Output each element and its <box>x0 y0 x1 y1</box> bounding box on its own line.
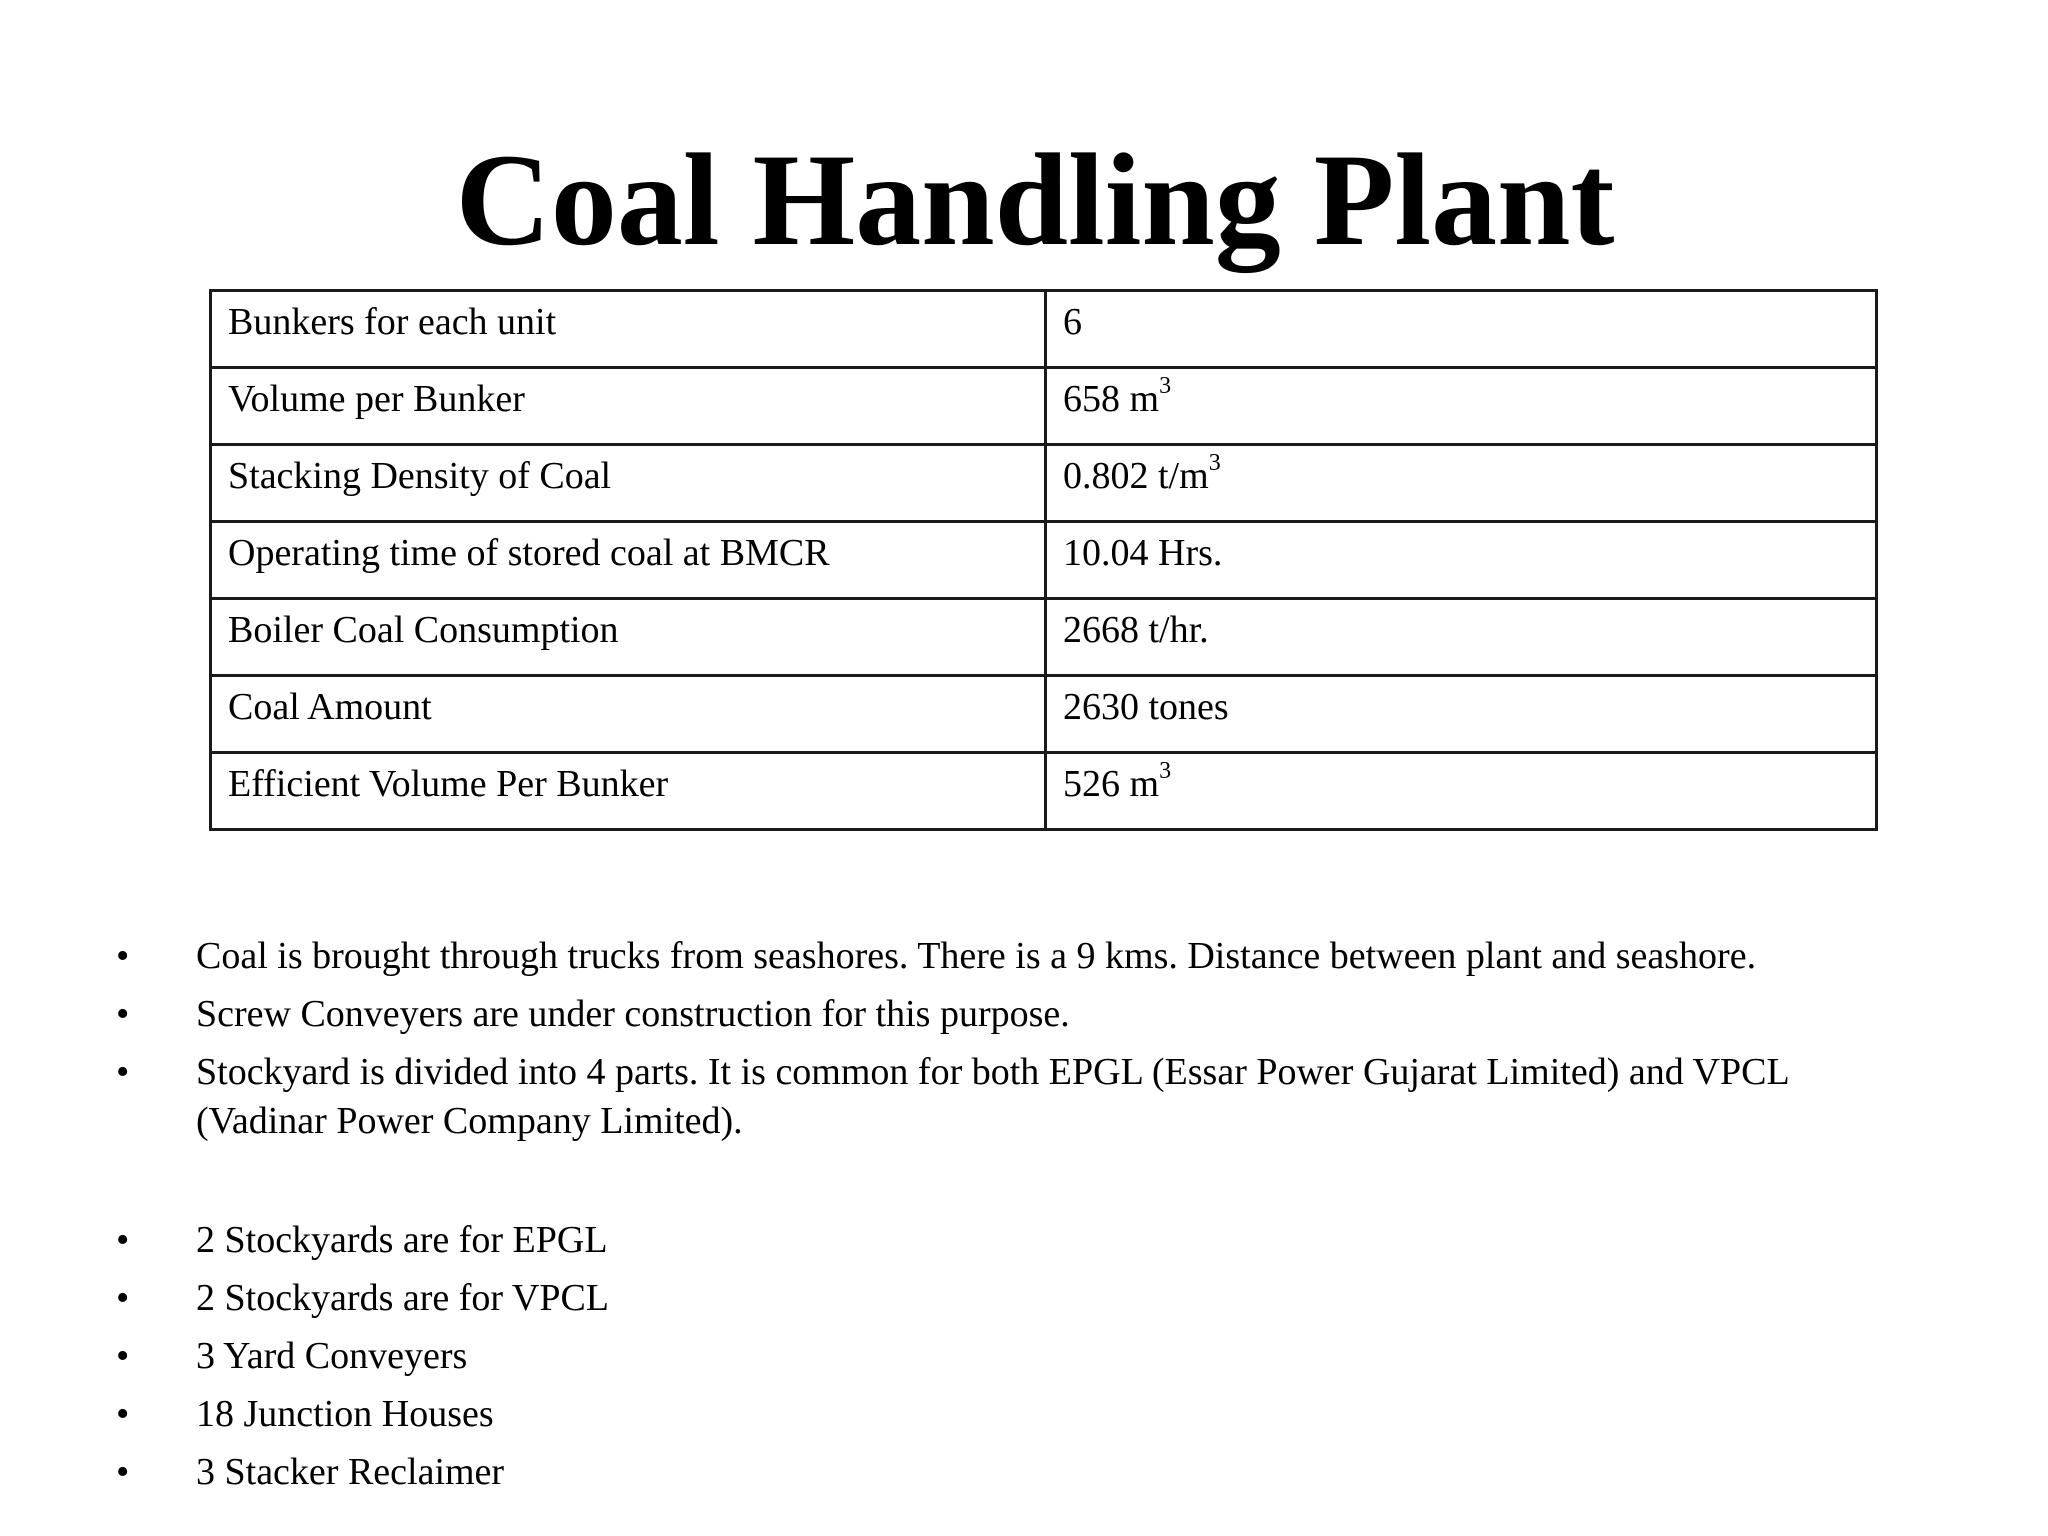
table-cell-label: Efficient Volume Per Bunker <box>211 753 1046 830</box>
table-cell-value <box>1046 522 1877 599</box>
table-row <box>211 368 1877 445</box>
table-cell-label: Coal Amount <box>211 676 1046 753</box>
list-item <box>116 1390 1916 1439</box>
table-cell-value <box>1046 445 1877 522</box>
list-item <box>116 1448 1916 1497</box>
list-item <box>116 932 1916 981</box>
list-item <box>116 1274 1916 1323</box>
superscript: 3 <box>1208 450 1221 477</box>
list-item <box>116 1332 1916 1381</box>
table-cell-label: Bunkers for each unit <box>211 291 1046 368</box>
list-item-text: 2 Stockyards are for VPCL <box>196 1277 610 1319</box>
bullet-marker: • <box>116 993 130 1035</box>
list-item <box>116 990 1916 1039</box>
list-item <box>116 1048 1916 1146</box>
table-cell-value <box>1046 676 1877 753</box>
value-text: 10.04 Hrs. <box>1063 532 1223 574</box>
superscript: 3 <box>1159 373 1172 400</box>
table-cell-value <box>1046 291 1877 368</box>
list-item-text: 18 Junction Houses <box>196 1393 494 1435</box>
bullet-marker: • <box>116 1335 130 1377</box>
value-text: 526 m <box>1063 763 1160 805</box>
table-cell-value <box>1046 599 1877 676</box>
bullet-marker: • <box>116 1051 130 1093</box>
table-cell-label: Boiler Coal Consumption <box>211 599 1046 676</box>
specification-table <box>209 289 1878 831</box>
table-row <box>211 753 1877 830</box>
list-item <box>116 1216 1916 1265</box>
table-row <box>211 291 1877 368</box>
value-text: 2668 t/hr. <box>1063 609 1209 651</box>
value-text: 6 <box>1063 301 1082 343</box>
superscript: 3 <box>1159 758 1172 785</box>
table-row <box>211 522 1877 599</box>
table-row <box>211 599 1877 676</box>
list-item-text: Screw Conveyers are under construction for this purpose. <box>196 993 1070 1035</box>
bullet-marker: • <box>116 1451 130 1493</box>
table-row <box>211 676 1877 753</box>
list-item-text: 2 Stockyards are for EPGL <box>196 1219 608 1261</box>
value-text: 658 m <box>1063 378 1160 420</box>
bullet-marker: • <box>116 1219 130 1261</box>
bullet-marker: • <box>116 935 130 977</box>
table-cell-label: Stacking Density of Coal <box>211 445 1046 522</box>
slide-title: Coal Handling Plant <box>455 126 1615 273</box>
list-item-text: Coal is brought through trucks from seashores. There is a 9 kms. Distance between plant and seashore. <box>196 935 1757 977</box>
table-cell-label: Operating time of stored coal at BMCR <box>211 522 1046 599</box>
bullet-marker: • <box>116 1277 130 1319</box>
table-cell-value <box>1046 368 1877 445</box>
list-item-text: 3 Stacker Reclaimer <box>196 1451 505 1493</box>
table-cell-label: Volume per Bunker <box>211 368 1046 445</box>
table-cell-value <box>1046 753 1877 830</box>
value-text: 2630 tones <box>1063 686 1229 728</box>
bullet-marker: • <box>116 1393 130 1435</box>
value-text: 0.802 t/m <box>1063 455 1209 497</box>
table-row <box>211 445 1877 522</box>
list-item-text: 3 Yard Conveyers <box>196 1335 468 1377</box>
list-item-text: Stockyard is divided into 4 parts. It is common for both EPGL (Essar Power Gujarat Limited) and VPCL (Vadinar Power Company Limited). <box>196 1051 1789 1142</box>
